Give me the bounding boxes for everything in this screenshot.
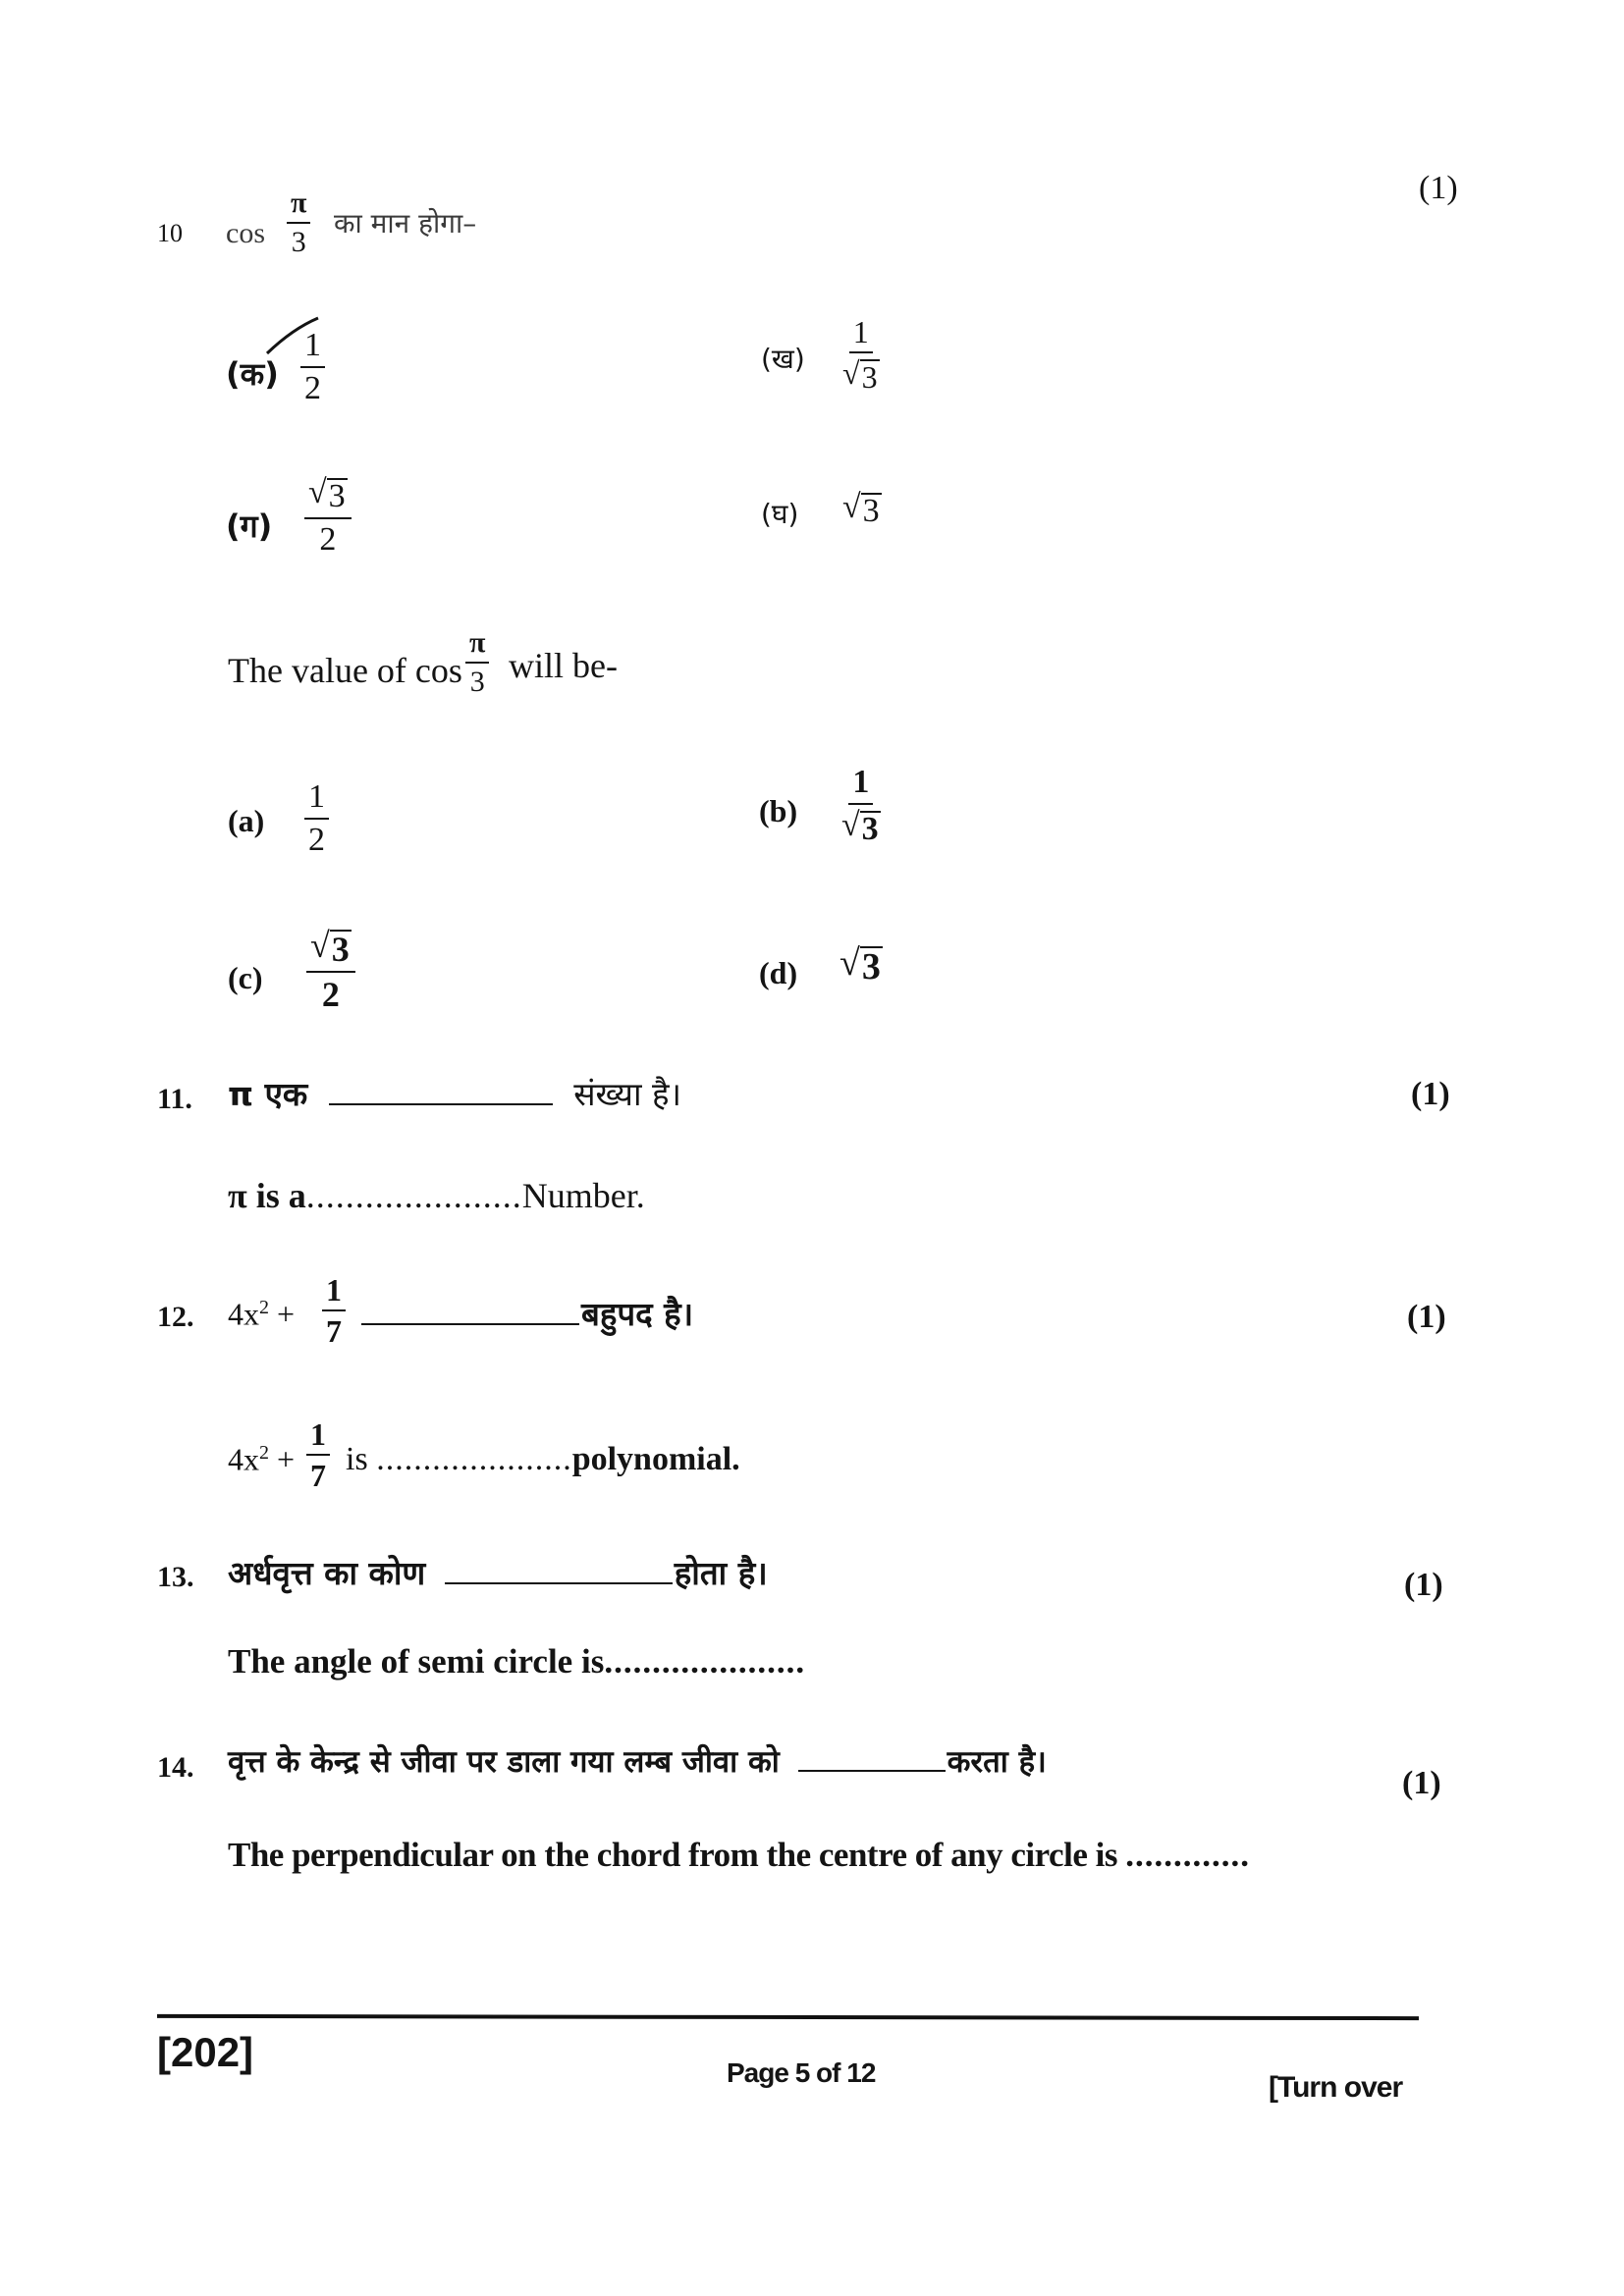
question-10-marks: (1): [1419, 170, 1458, 206]
option-c-label: (c): [228, 960, 263, 995]
option-ka-fraction: $\frac{1}{2}$: [300, 329, 325, 405]
question-10-hindi-prefix: cos: [226, 217, 265, 249]
question-12-marks: (1): [1407, 1299, 1446, 1335]
option-kha-fraction: 1 √ 3: [842, 314, 878, 395]
option-c-fraction: √ 3 2: [306, 928, 355, 1012]
question-13-marks: (1): [1404, 1567, 1443, 1603]
question-13-english: The angle of semi circle is.....................: [228, 1642, 806, 1681]
question-14-marks: (1): [1402, 1765, 1441, 1801]
question-13-hindi: अर्धवृत्त का कोण होता है।: [228, 1554, 768, 1592]
footer-rule: [157, 2014, 1419, 2020]
question-14-english: The perpendicular on the chord from the centre of any circle is .............: [228, 1836, 1250, 1874]
option-kha-label: (ख): [761, 343, 805, 375]
option-ka-label: (क): [226, 355, 279, 393]
question-12-hindi-blank: [361, 1323, 579, 1325]
question-12-english-rest: is .....................polynomial.: [346, 1441, 740, 1477]
question-11-english: π is a......................Number.: [228, 1176, 645, 1215]
question-11-number: 11.: [157, 1083, 192, 1115]
option-gha-value: √ 3: [842, 489, 880, 529]
question-10-hindi-fraction: $\frac{\pi}{3}$: [287, 188, 310, 257]
question-11-hindi-blank: [329, 1103, 553, 1105]
option-b-fraction: 1 √ 3: [841, 764, 879, 847]
question-11-hindi: π एक संख्या है।: [228, 1075, 682, 1113]
question-11-marks: (1): [1411, 1076, 1450, 1112]
question-12-hindi-fraction: $\frac{1}{7}$: [322, 1274, 346, 1347]
question-12-number: 12.: [157, 1301, 194, 1333]
question-10-english-fraction: $\frac{\pi}{3}$: [465, 628, 489, 697]
option-gha-label: (घ): [761, 498, 799, 530]
option-a-fraction: $\frac{1}{2}$: [304, 780, 329, 857]
question-13-number: 13.: [157, 1561, 194, 1593]
option-d-label: (d): [759, 955, 798, 990]
question-12-hindi-term: $4x^2$ +: [228, 1296, 296, 1332]
option-ga-label: (ग): [226, 507, 273, 545]
question-12-hindi-rest: बहुपद है।: [361, 1298, 693, 1330]
option-ga-fraction: √ 3 2: [304, 476, 352, 557]
option-b-label: (b): [759, 793, 798, 828]
question-10-number: 10: [157, 219, 183, 247]
question-14-hindi-blank: [798, 1770, 946, 1772]
question-10-english-prefix: The value of cos: [228, 651, 462, 690]
question-12-english-fraction: $\frac{1}{7}$: [306, 1418, 330, 1491]
question-12-english-term: $4x^2$ +: [228, 1441, 296, 1477]
question-10-hindi-suffix: का मान होगा–: [334, 207, 477, 240]
question-13-hindi-blank: [445, 1582, 673, 1584]
paper-code: [202]: [157, 2029, 254, 2075]
page-number: Page 5 of 12: [727, 2057, 876, 2088]
option-d-value: √ 3: [839, 942, 881, 988]
question-14-number: 14.: [157, 1751, 194, 1784]
option-a-label: (a): [228, 803, 265, 838]
question-14-hindi: वृत्त के केन्द्र से जीवा पर डाला गया लम्ब जीवा को करता है।: [228, 1744, 1047, 1780]
turn-over-label: [Turn over: [1269, 2071, 1403, 2104]
question-10-english-suffix: will be-: [509, 646, 618, 685]
